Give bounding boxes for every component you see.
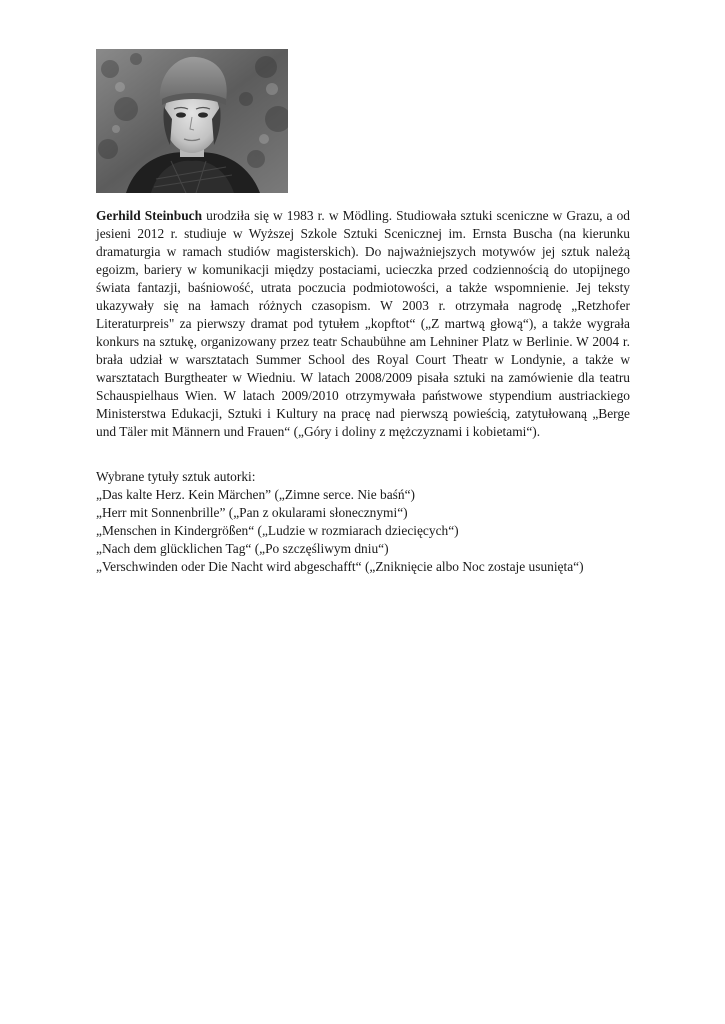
work-title: „Nach dem glücklichen Tag“ („Po szczęśliwym dniu“): [96, 541, 389, 556]
selected-works: [96, 468, 656, 576]
author-name: Gerhild Steinbuch: [96, 208, 203, 223]
author-bio: [96, 207, 630, 441]
selected-works-list: [96, 486, 656, 576]
work-title: „Herr mit Sonnenbrille” („Pan z okularami słonecznymi“): [96, 505, 408, 520]
author-bio-text: urodziła się w 1983 r. w Mödling. Studiowała sztuki sceniczne w Grazu, a od jesieni 2012 r. studiuje w Wyższej Szkole Sztuki Scenicznej im. Ernsta Buscha (na kierunku dramaturgia w ramach studiów magisterskich). Do najważniejszych motywów jej sztuk należą egoizm, bariery w komunikacji między postaciami, ucieczka przed codziennością do utopijnego świata fantazji, baśniowość, utrata poczucia podmiotowości, a także wspomnienie. Jej teksty ukazywały się na łamach różnych czasopism. W 2003 r. otrzymała nagrodę „Retzhofer Literaturpreis" za pierwszy dramat pod tytułem „kopftot“ („Z martwą głową“), a także wygrała konkurs na sztukę, organizowany przez teatr Schaubühne am Lehniner Platz w Berlinie. W 2004 r. brała udział w warsztatach Summer School des Royal Court Theatr w Londynie, a także w warsztatach Burgtheater w Wiedniu. W latach 2008/2009 pisała sztuki na zamówienie dla teatru Schauspielhaus Wien. W latach 2009/2010 otrzymywała państwowe stypendium austriackiego Ministerstwa Edukacji, Sztuki i Kultury na pracę nad pierwszą powieścią, zatytułowaną „Berge und Täler mit Männern und Frauen“ („Góry i doliny z mężczyznami i kobietami“).: [96, 208, 630, 439]
portrait-image: [96, 49, 288, 193]
author-portrait-photo: [96, 49, 288, 193]
selected-works-heading: Wybrane tytuły sztuk autorki:: [96, 469, 256, 484]
work-title: „Verschwinden oder Die Nacht wird abgeschafft“ („Zniknięcie albo Noc zostaje usunięta“): [96, 559, 584, 574]
work-title: „Das kalte Herz. Kein Märchen” („Zimne serce. Nie baśń“): [96, 487, 415, 502]
work-title: „Menschen in Kindergrößen“ („Ludzie w rozmiarach dziecięcych“): [96, 523, 459, 538]
